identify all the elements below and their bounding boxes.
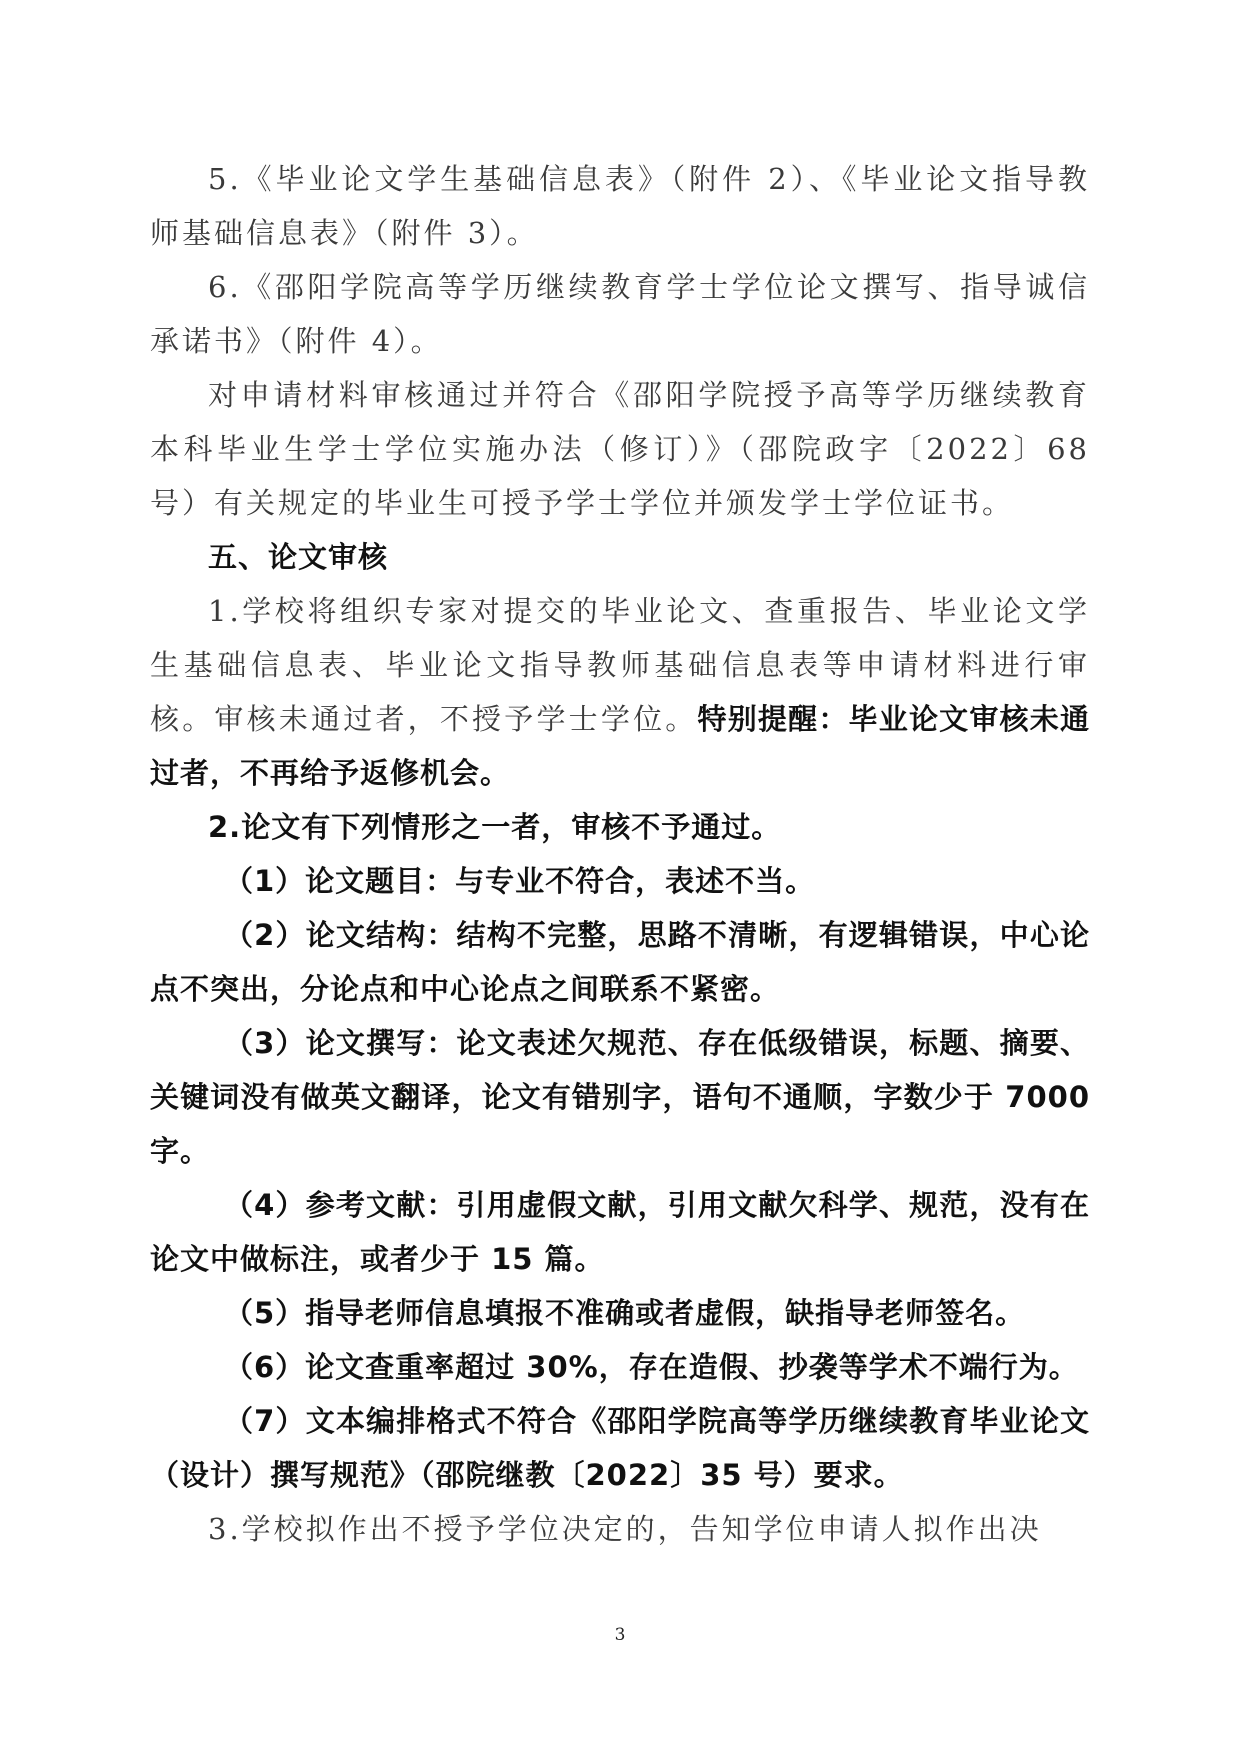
special-reminder: 特别提醒：毕业论文审核未通过者，不再给予返修机会。 [150,702,1090,790]
condition-item-1: （1）论文题目：与专业不符合，表述不当。 [224,864,816,898]
condition-item-4: （4）参考文献：引用虚假文献，引用文献欠科学、规范，没有在论文中做标注，或者少于 15 篇。 [150,1188,1090,1276]
condition-item-5: （5）指导老师信息填报不准确或者虚假，缺指导老师签名。 [224,1296,1026,1330]
page-number: 3 [614,1625,626,1645]
paragraph-rejection-conditions: 2.论文有下列情形之一者，审核不予通过。 [208,810,782,844]
paragraph-attachment-6: 6.《邵阳学院高等学历继续教育学士学位论文撰写、指导诚信承诺书》（附件 4）。 [150,270,1090,358]
condition-item-3: （3）论文撰写：论文表述欠规范、存在低级错误，标题、摘要、关键词没有做英文翻译，论文有错别字，语句不通顺，字数少于 7000 字。 [150,1026,1090,1168]
paragraph-attachment-5: 5.《毕业论文学生基础信息表》（附件 2）、《毕业论文指导教师基础信息表》（附件 3）。 [150,162,1090,250]
condition-item-7: （7）文本编排格式不符合《邵阳学院高等学历继续教育毕业论文（设计）撰写规范》（邵院继教〔2022〕35 号）要求。 [150,1404,1090,1492]
condition-item-6: （6）论文查重率超过 30%，存在造假、抄袭等学术不端行为。 [224,1350,1079,1384]
review-process-text: 1.学校将组织专家对提交的毕业论文、查重报告、毕业论文学生基础信息表、毕业论文指导教师基础信息表等申请材料进行审核。审核未通过者，不授予学士学位。 [150,594,1090,736]
section-heading-thesis-review: 五、论文审核 [208,540,389,574]
paragraph-decision-notice: 3.学校拟作出不授予学位决定的，告知学位申请人拟作出决 [208,1512,1042,1546]
paragraph-review-process [150,584,1090,800]
document-body [150,152,1090,1556]
paragraph-degree-conferral: 对申请材料审核通过并符合《邵阳学院授予高等学历继续教育本科毕业生学士学位实施办法（修订）》（邵院政字〔2022〕68 号）有关规定的毕业生可授予学士学位并颁发学士学位证书。 [150,378,1090,520]
condition-item-2: （2）论文结构：结构不完整，思路不清晰，有逻辑错误，中心论点不突出，分论点和中心论点之间联系不紧密。 [150,918,1090,1006]
